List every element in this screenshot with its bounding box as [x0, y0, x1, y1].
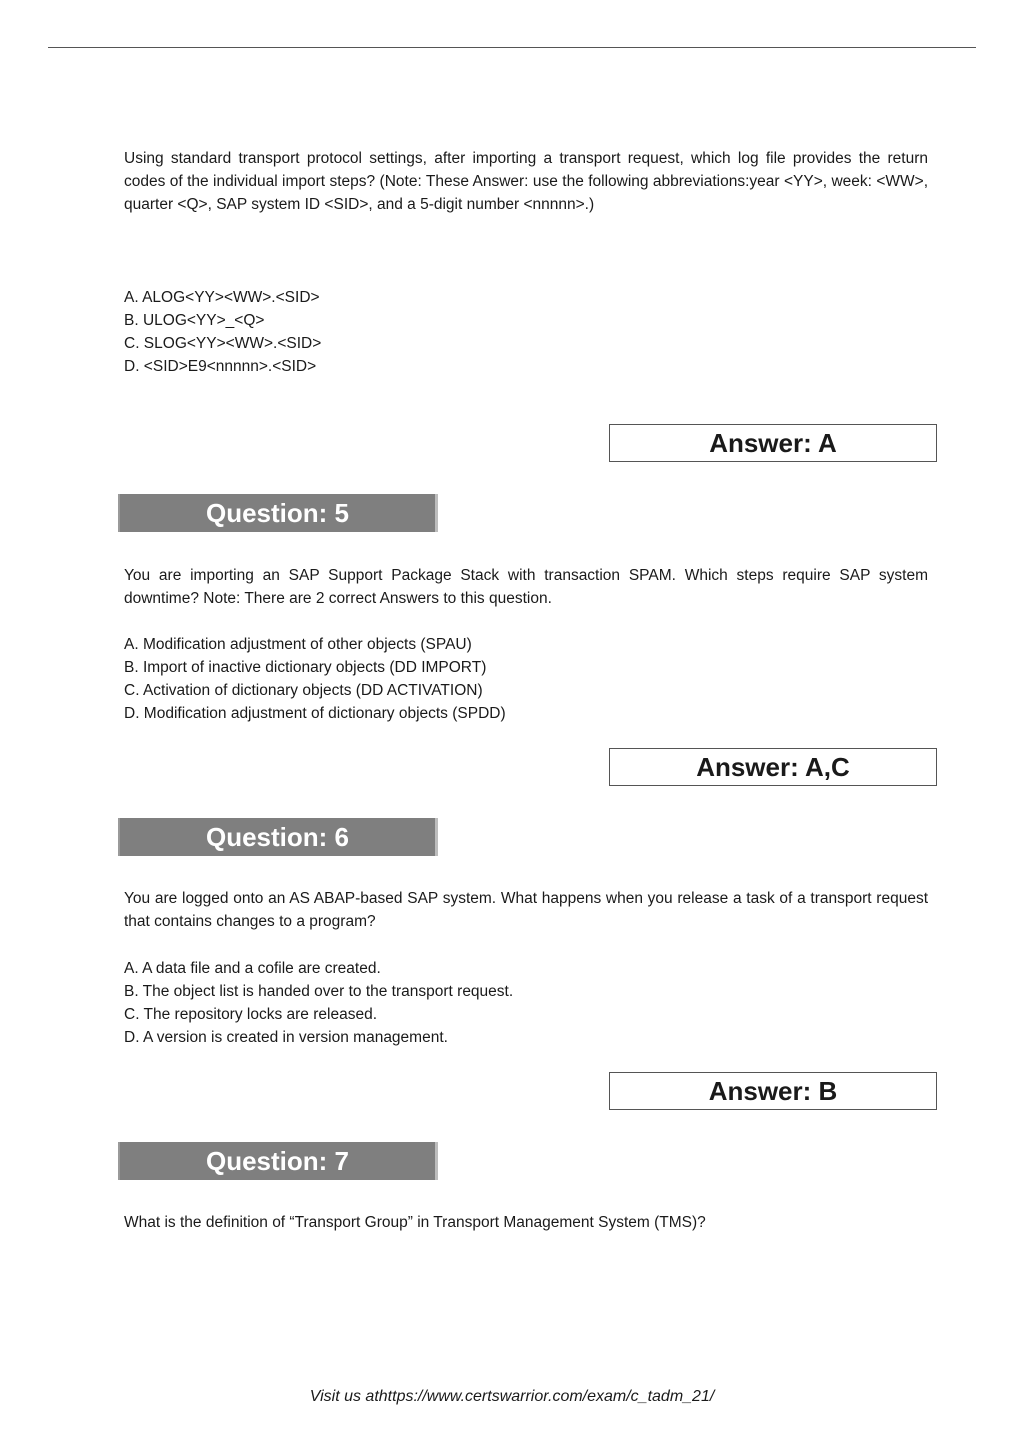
question-5-heading: Question: 5: [118, 494, 438, 532]
option-b: B. Import of inactive dictionary objects (DD IMPORT): [124, 659, 487, 676]
option-a: A. A data file and a cofile are created.: [124, 960, 381, 977]
option-b: B. ULOG<YY>_<Q>: [124, 312, 265, 329]
option-c: C. The repository locks are released.: [124, 1006, 377, 1023]
option-c: C. Activation of dictionary objects (DD ACTIVATION): [124, 682, 483, 699]
question-6-text: You are logged onto an AS ABAP-based SAP system. What happens when you release a task of a transport request that contains changes to a program?: [124, 890, 928, 930]
answer-box-q5: Answer: A,C: [609, 748, 937, 786]
option-c: C. SLOG<YY><WW>.<SID>: [124, 335, 322, 352]
question-6-heading: Question: 6: [118, 818, 438, 856]
question-7-heading: Question: 7: [118, 1142, 438, 1180]
question-5-options: [124, 633, 506, 725]
option-d: D. A version is created in version management.: [124, 1029, 448, 1046]
question-5-text: You are importing an SAP Support Package Stack with transaction SPAM. Which steps require SAP system downtime? Note: There are 2 correct Answers to this question.: [124, 567, 928, 607]
question-4-options: [124, 286, 321, 378]
option-d: D. Modification adjustment of dictionary objects (SPDD): [124, 705, 506, 722]
option-a: A. ALOG<YY><WW>.<SID>: [124, 289, 320, 306]
answer-box-q4: Answer: A: [609, 424, 937, 462]
question-7-text: What is the definition of “Transport Group” in Transport Management System (TMS)?: [124, 1214, 706, 1231]
option-b: B. The object list is handed over to the transport request.: [124, 983, 514, 1000]
option-a: A. Modification adjustment of other objects (SPAU): [124, 636, 472, 653]
option-d: D. <SID>E9<nnnnn>.<SID>: [124, 358, 317, 375]
question-6-options: [124, 957, 513, 1049]
answer-box-q6: Answer: B: [609, 1072, 937, 1110]
footer-link[interactable]: Visit us athttps://www.certswarrior.com/exam/c_tadm_21/: [309, 1388, 715, 1405]
question-4-text: Using standard transport protocol settings, after importing a transport request, which log file provides the return codes of the individual import steps? (Note: These Answer: use the following abbreviations:year <YY>, week: <WW>, quarter <Q>, SAP system ID <SID>, and a 5-digit number <nnnnn>.): [124, 150, 928, 213]
header-rule: [48, 47, 976, 48]
